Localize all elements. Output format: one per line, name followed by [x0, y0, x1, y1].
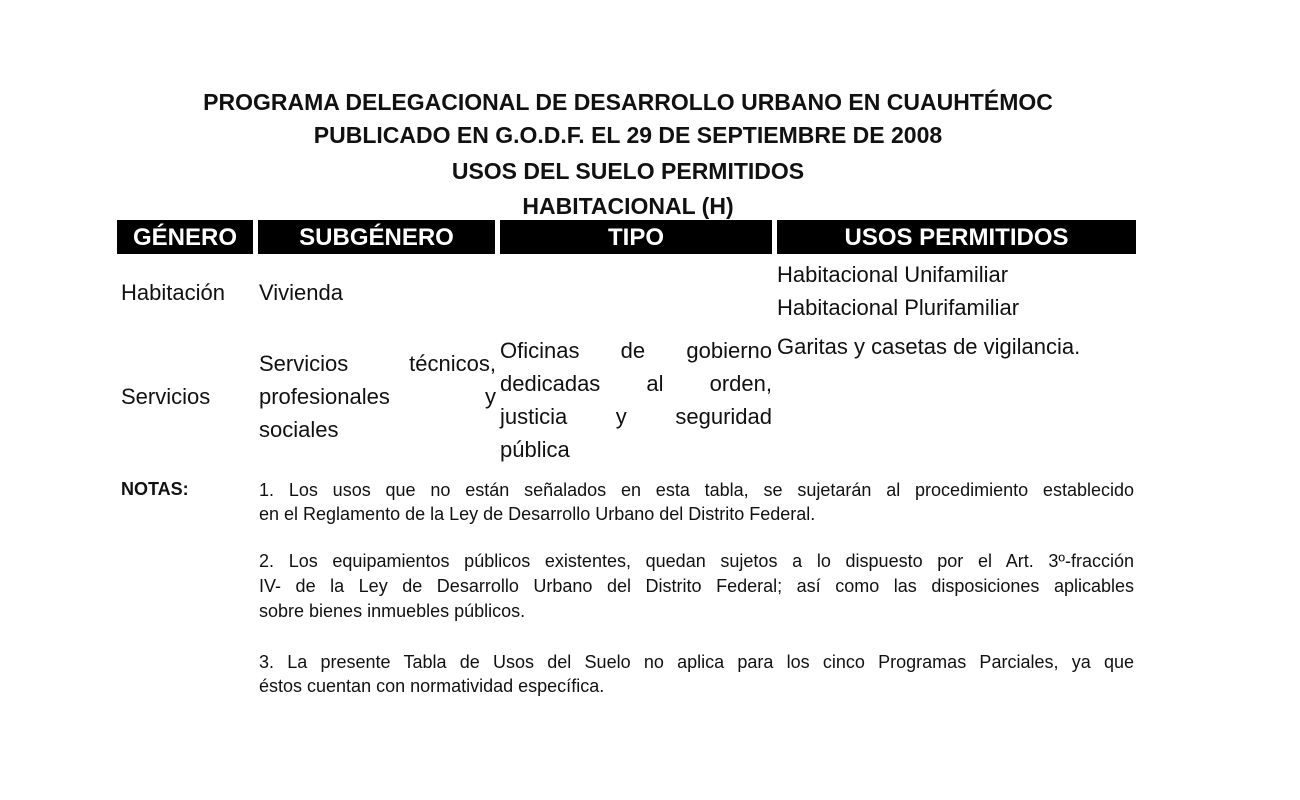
- row-2-tipo-line-1: Oficinas de gobierno: [500, 338, 772, 363]
- row-2-uso-1: Garitas y casetas de vigilancia.: [777, 334, 1081, 359]
- row-1-subgenero: Vivienda: [259, 280, 343, 305]
- title-publication: PUBLICADO EN G.O.D.F. EL 29 DE SEPTIEMBRE DE 2008: [313, 122, 943, 148]
- header-subgenero: SUBGÉNERO: [258, 220, 495, 254]
- note-2-line-3: sobre bienes inmuebles públicos.: [259, 601, 526, 621]
- note-2-line-2: IV- de la Ley de Desarrollo Urbano del Distrito Federal; así como las disposiciones aplicables: [259, 576, 1134, 596]
- note-3-line-2: éstos cuentan con normatividad específica.: [259, 676, 605, 696]
- row-1-genero: Habitación: [121, 280, 225, 305]
- row-2-subgenero-line-3: sociales: [259, 417, 339, 442]
- header-tipo: TIPO: [500, 220, 772, 254]
- note-3-line-1: 3. La presente Tabla de Usos del Suelo no aplica para los cinco Programas Parciales, ya que: [259, 652, 1134, 672]
- row-2-genero: Servicios: [121, 384, 211, 409]
- header-usos-permitidos: USOS PERMITIDOS: [777, 220, 1136, 254]
- note-1-line-1: 1. Los usos que no están señalados en esta tabla, se sujetarán al procedimiento establecido: [259, 480, 1134, 500]
- row-2-tipo-line-4: pública: [500, 437, 570, 462]
- title-program: PROGRAMA DELEGACIONAL DE DESARROLLO URBANO EN CUAUHTÉMOC: [203, 89, 1053, 115]
- note-1-line-2: en el Reglamento de la Ley de Desarrollo Urbano del Distrito Federal.: [259, 504, 816, 524]
- header-genero: GÉNERO: [117, 220, 253, 254]
- row-2-tipo-line-2: dedicadas al orden,: [500, 371, 772, 396]
- row-2-tipo-line-3: justicia y seguridad: [500, 404, 772, 429]
- note-2-line-1: 2. Los equipamientos públicos existentes, quedan sujetos a lo dispuesto por el Art. 3º-fracción: [259, 551, 1134, 571]
- notes-label: NOTAS:: [121, 479, 189, 499]
- title-land-uses: USOS DEL SUELO PERMITIDOS: [451, 158, 805, 184]
- title-zoning: HABITACIONAL (H): [522, 193, 734, 219]
- row-2-subgenero-line-1: Servicios técnicos,: [259, 351, 496, 376]
- row-1-uso-1: Habitacional Unifamiliar: [777, 262, 1009, 287]
- row-2-subgenero-line-2: profesionales y: [259, 384, 496, 409]
- row-1-uso-2: Habitacional Plurifamiliar: [777, 295, 1020, 320]
